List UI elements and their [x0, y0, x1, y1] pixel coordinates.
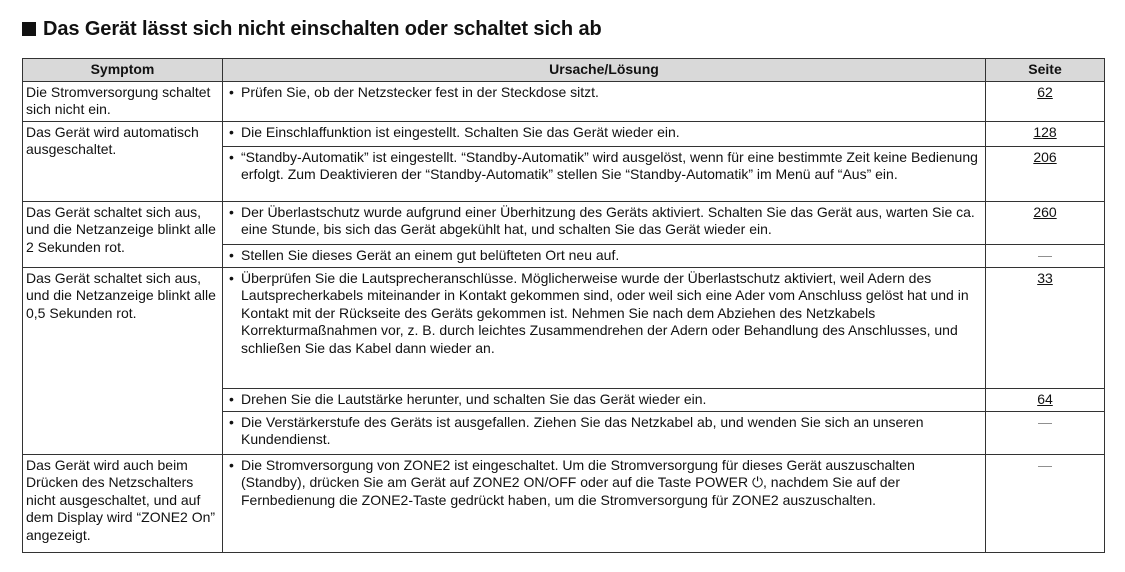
page-none: —: [1038, 413, 1052, 430]
cause-cell: [223, 411, 986, 454]
cause-text: Die Einschlaffunktion ist eingestellt. Schalten Sie das Gerät wieder ein.: [241, 123, 680, 140]
cause-text: Der Überlastschutz wurde aufgrund einer Überhitzung des Geräts aktiviert. Schalten Sie das Gerät aus, warten Sie ca. eine Stunde, bis sich das Gerät abgekühlt hat, und schalten Sie das Gerät wieder ein.: [241, 203, 975, 237]
page-link[interactable]: 206: [1033, 148, 1057, 165]
symptom-cell: Das Gerät schaltet sich aus, und die Netzanzeige blinkt alle 2 Sekunden rot.: [23, 201, 223, 267]
cause-cell: [223, 121, 986, 146]
symptom-cell: Das Gerät wird auch beim Drücken des Netzschalters nicht ausgeschaltet, und auf dem Display wird “ZONE2 On” angezeigt.: [23, 454, 223, 552]
cause-cell: [223, 388, 986, 411]
square-bullet-icon: [22, 22, 36, 36]
bullet-icon: •: [229, 123, 234, 140]
cause-text: Stellen Sie dieses Gerät an einem gut belüfteten Ort neu auf.: [241, 246, 620, 263]
page-cell: [986, 146, 1105, 201]
page-link[interactable]: 33: [1037, 269, 1053, 286]
page-cell: [986, 244, 1105, 267]
cause-text: Die Verstärkerstufe des Geräts ist ausgefallen. Ziehen Sie das Netzkabel ab, und wenden Sie sich an unseren Kundendienst.: [241, 413, 924, 447]
page-none: —: [1038, 456, 1052, 473]
table-row: [23, 267, 1105, 388]
cause-cell: [223, 146, 986, 201]
page-cell: [986, 267, 1105, 388]
cause-text: Überprüfen Sie die Lautsprecheranschlüsse. Möglicherweise wurde der Überlastschutz aktiviert, weil Adern des Lautsprecherkabels miteinander in Kontakt gekommen sind, oder weil sich eine Ader vom Anschluss gelöst hat und in Kontakt mit der Rückseite des Geräts gekommen ist. Nehmen Sie nach dem Abziehen des Netzkabels Korrekturmaßnahmen vor, z. B. durch leichtes Zusammendrehen der Adern oder Behandlung des Anschlusses, und schließen Sie das Kabel dann wieder an.: [241, 269, 969, 356]
page-link[interactable]: 260: [1033, 203, 1057, 220]
bullet-icon: •: [229, 456, 234, 473]
page-link[interactable]: 62: [1037, 83, 1053, 100]
cause-cell: [223, 244, 986, 267]
symptom-cell: Die Stromversorgung schaltet sich nicht ein.: [23, 81, 223, 121]
page-cell: [986, 411, 1105, 454]
bullet-icon: •: [229, 413, 234, 430]
page-link[interactable]: 64: [1037, 390, 1053, 407]
cause-cell: [223, 81, 986, 121]
bullet-icon: •: [229, 390, 234, 407]
header-symptom: Symptom: [23, 59, 223, 82]
cause-cell: [223, 267, 986, 388]
page-link[interactable]: 128: [1033, 123, 1057, 140]
table-row: [23, 454, 1105, 552]
bullet-icon: •: [229, 203, 234, 220]
cause-cell: [223, 454, 986, 552]
bullet-icon: •: [229, 246, 234, 263]
cause-cell: [223, 201, 986, 244]
bullet-icon: •: [229, 83, 234, 100]
bullet-icon: •: [229, 269, 234, 286]
cause-text: “Standby-Automatik” ist eingestellt. “Standby-Automatik” wird ausgelöst, wenn für eine bestimmte Zeit keine Bedienung erfolgt. Zum Deaktivieren der “Standby-Automatik” stellen Sie “Standby-Automatik” im Menü auf “Aus” ein.: [241, 148, 978, 182]
section-title-text: Das Gerät lässt sich nicht einschalten oder schaltet sich ab: [43, 18, 602, 40]
page-cell: [986, 201, 1105, 244]
page-none: —: [1038, 246, 1052, 263]
page-cell: [986, 454, 1105, 552]
header-cause: Ursache/Lösung: [223, 59, 986, 82]
page-cell: [986, 388, 1105, 411]
page-cell: [986, 121, 1105, 146]
table-row: [23, 201, 1105, 244]
page-cell: [986, 81, 1105, 121]
header-page: Seite: [986, 59, 1105, 82]
table-row: [23, 81, 1105, 121]
table-header-row: [23, 59, 1105, 82]
table-row: [23, 121, 1105, 146]
section-title: [22, 18, 602, 41]
bullet-icon: •: [229, 148, 234, 165]
troubleshooting-table: [22, 58, 1105, 553]
cause-text: Die Stromversorgung von ZONE2 ist eingeschaltet. Um die Stromversorgung für dieses Gerät auszuschalten (Standby), drücken Sie am Gerät auf ZONE2 ON/OFF oder auf die Taste POWER ⏻, nachdem Sie auf der Fernbedienung die ZONE2-Taste gedrückt haben, um die Stromversorgung für ZONE2 auszuschalten.: [241, 456, 915, 508]
cause-text: Prüfen Sie, ob der Netzstecker fest in der Steckdose sitzt.: [241, 83, 599, 100]
symptom-cell: Das Gerät wird automatisch ausgeschaltet.: [23, 121, 223, 201]
cause-text: Drehen Sie die Lautstärke herunter, und schalten Sie das Gerät wieder ein.: [241, 390, 707, 407]
symptom-cell: Das Gerät schaltet sich aus, und die Netzanzeige blinkt alle 0,5 Sekunden rot.: [23, 267, 223, 454]
